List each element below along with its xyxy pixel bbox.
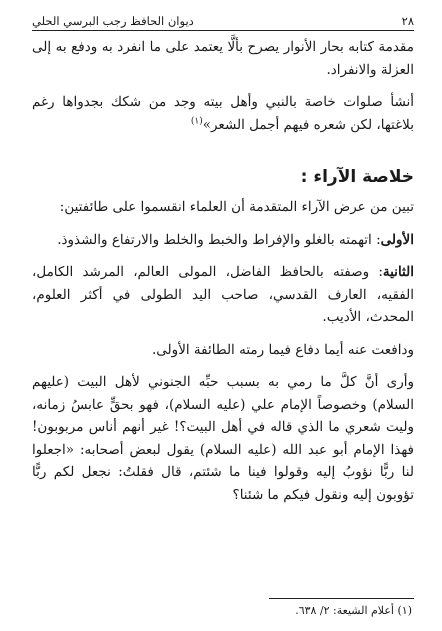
section-heading: خلاصة الآراء : <box>300 167 414 187</box>
paragraph-2 <box>32 91 414 136</box>
paragraph-7: وأرى أنَّ كلَّ ما رمي به بسبب حبِّه الجنوني لأهل البيت (عليهم السلام) وخصوصاً الإمام علي (عليه السلام)، فهو بحقٍّ عابسُ زمانه، وليت شعري ما الذي قاله في أهل البيت؟! غير أنهم أناس مربوبون! فهذا الإمام أبو عبد الله (عليه السلام) يقول لبعض أصحابه: «اجعلوا لنا ربًّا نؤوبُ إليه وقولوا فينا ما شئتم، قال فقلتُ: نجعل لكم ربًّا تؤوبون إليه ونقول فيكم ما شئنا؟ <box>32 374 414 503</box>
footnote-reference: (١) <box>190 116 203 126</box>
book-title: ديوان الحافظ رجب البرسي الحلي <box>32 14 194 28</box>
paragraph-1: مقدمة كتابه بحار الأنوار يصرح بألَّا يعتمد على ما انفرد به ودفع به إلى العزلة والانفراد. <box>32 39 414 78</box>
first-group-label: الأولى <box>380 231 414 248</box>
paragraph-5 <box>32 261 414 329</box>
running-header <box>32 10 414 28</box>
page-body <box>32 36 414 506</box>
paragraph-4 <box>32 229 414 252</box>
paragraph-3: تبين من عرض الآراء المتقدمة أن العلماء انقسموا على طائفتين: <box>59 199 414 215</box>
footnote: (١) أعلام الشيعة: ٢/ ٦٣٨. <box>295 604 412 617</box>
second-group-label: الثانية <box>382 264 414 280</box>
footnote-rule <box>269 598 414 599</box>
paragraph-5-text: : وصفته بالحافظ الفاضل، المولى العالم، المرشد الكامل، الفقيه، العارف القدسي، صاحب اليد الطولى في أكثر العلوم، المحدث، الأديب. <box>32 264 414 325</box>
header-rule <box>32 30 414 31</box>
page-number: ٢٨ <box>401 14 414 28</box>
paragraph-2-text: أنشأ صلوات خاصة بالنبي وأهل بيته وجد من شكك بجدواها رغم بلاغتها، لكن شعره فيهم أجمل الشعر» <box>32 94 414 133</box>
paragraph-4-text: : اتهمته بالغلو والإفراط والخبط والخلط والارتفاع والشذوذ. <box>57 231 381 248</box>
paragraph-6: ودافعت عنه أيما دفاع فيما رمته الطائفة الأولى. <box>152 341 414 358</box>
